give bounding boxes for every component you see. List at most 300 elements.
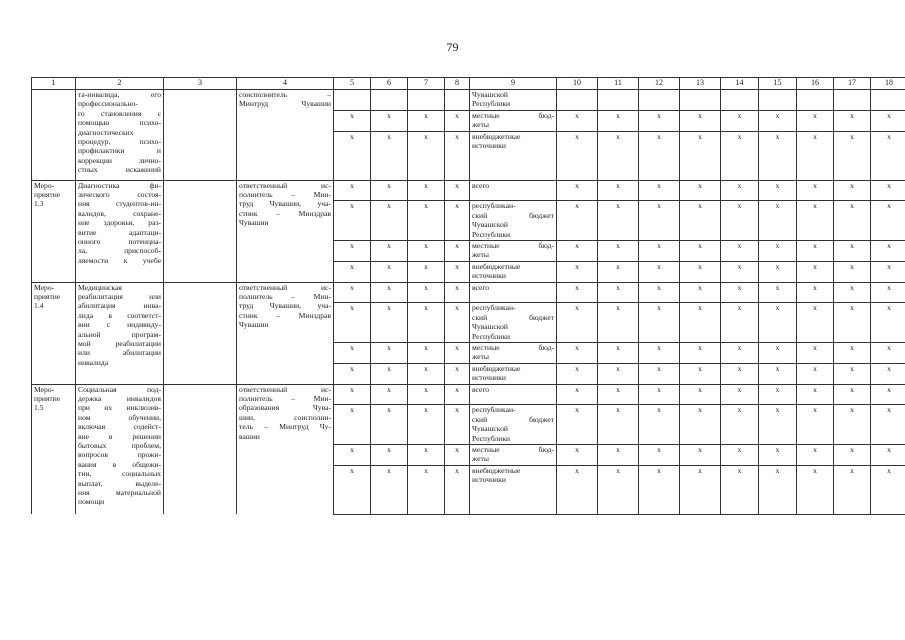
- executor-line: полнитель – Мин-: [239, 190, 331, 199]
- mark-cell: x: [680, 405, 721, 445]
- header-cell-4: 4: [237, 78, 334, 90]
- header-cell-5: 5: [334, 78, 371, 90]
- mark-cell: x: [598, 342, 639, 363]
- event-description-line: при их инклюзив-: [78, 403, 161, 413]
- mark-cell: x: [557, 405, 598, 445]
- mark-cell: x: [557, 444, 598, 465]
- header-cell-6: 6: [371, 78, 408, 90]
- executor-line: труд Чувашии, уча-: [239, 199, 331, 209]
- event-description-line: та-инвалида, его: [78, 90, 161, 99]
- mark-cell: x: [639, 465, 680, 514]
- mark-cell: x: [639, 110, 680, 131]
- mark-cell: x: [598, 303, 639, 343]
- mark-cell: x: [408, 110, 445, 131]
- mark-cell: x: [408, 282, 445, 303]
- event-description-cell: [76, 384, 164, 514]
- mark-cell: x: [680, 465, 721, 514]
- funding-source-line: республикан-: [472, 201, 516, 211]
- header-cell-11: 11: [598, 78, 639, 90]
- mark-cell: [598, 90, 639, 111]
- mark-cell: x: [445, 201, 470, 241]
- mark-cell: x: [598, 131, 639, 180]
- mark-cell: x: [598, 261, 639, 282]
- mark-cell: x: [445, 110, 470, 131]
- mark-cell: x: [797, 465, 834, 514]
- mark-cell: x: [598, 465, 639, 514]
- empty-cell: [164, 282, 237, 384]
- mark-cell: x: [759, 363, 797, 384]
- mark-cell: x: [371, 282, 408, 303]
- table-row: [32, 180, 905, 201]
- funding-source-line: внебюджетные: [472, 363, 521, 373]
- mark-cell: x: [557, 240, 598, 261]
- event-description-line: вии с индивиду-: [78, 320, 161, 330]
- funding-source-line: местные бюд-: [472, 444, 554, 454]
- event-description-line: бытовых проблем,: [78, 441, 161, 450]
- mark-cell: x: [598, 180, 639, 201]
- mark-cell: x: [334, 240, 371, 261]
- mark-cell: x: [680, 110, 721, 131]
- mark-cell: x: [445, 180, 470, 201]
- event-description-line: Диагностика фи-: [78, 180, 161, 190]
- funding-source-cell: [470, 201, 557, 241]
- mark-cell: x: [759, 282, 797, 303]
- mark-cell: x: [334, 363, 371, 384]
- mark-cell: x: [871, 384, 905, 405]
- mark-cell: x: [408, 131, 445, 180]
- mark-cell: x: [834, 201, 871, 241]
- header-cell-3: 3: [164, 78, 237, 90]
- event-description-line: го становления с: [78, 108, 161, 118]
- funding-source-cell: [470, 465, 557, 514]
- mark-cell: x: [445, 363, 470, 384]
- mark-cell: x: [639, 303, 680, 343]
- event-description-line: Медицинская: [78, 282, 122, 292]
- funding-source-line: источники: [472, 475, 506, 485]
- mark-cell: [759, 90, 797, 111]
- mark-cell: x: [371, 363, 408, 384]
- mark-cell: x: [721, 405, 759, 445]
- funding-source-line: жеты: [472, 352, 489, 362]
- mark-cell: x: [334, 405, 371, 445]
- funding-source-line: ский бюджет: [472, 414, 554, 424]
- mark-cell: x: [871, 282, 905, 303]
- mark-cell: x: [334, 303, 371, 343]
- event-description-line: держка инвалидов: [78, 393, 161, 403]
- mark-cell: x: [871, 465, 905, 514]
- funding-source-line: внебюджетные: [472, 131, 521, 141]
- funding-source-line: местные бюд-: [472, 240, 554, 250]
- funding-source-cell: [470, 180, 557, 201]
- mark-cell: x: [557, 131, 598, 180]
- mark-cell: x: [445, 465, 470, 514]
- mark-cell: x: [759, 303, 797, 343]
- mark-cell: x: [759, 240, 797, 261]
- mark-cell: x: [759, 384, 797, 405]
- mark-cell: x: [871, 303, 905, 343]
- mark-cell: x: [639, 342, 680, 363]
- mark-cell: x: [598, 110, 639, 131]
- mark-cell: x: [445, 384, 470, 405]
- mark-cell: x: [834, 180, 871, 201]
- empty-cell: [164, 90, 237, 181]
- executor-cell: [237, 282, 334, 384]
- mark-cell: x: [834, 261, 871, 282]
- event-description-line: абилитация инва-: [78, 301, 161, 311]
- mark-cell: x: [759, 201, 797, 241]
- mark-cell: x: [759, 180, 797, 201]
- mark-cell: x: [721, 110, 759, 131]
- table-row: [32, 90, 905, 111]
- mark-cell: x: [834, 110, 871, 131]
- funding-source-cell: [470, 405, 557, 445]
- mark-cell: x: [834, 384, 871, 405]
- event-description-line: онного потенциа-: [78, 237, 161, 247]
- mark-cell: x: [639, 180, 680, 201]
- event-description-line: инвалида: [78, 357, 109, 367]
- mark-cell: x: [598, 363, 639, 384]
- mark-cell: x: [371, 131, 408, 180]
- funding-source-cell: [470, 342, 557, 363]
- mark-cell: x: [639, 444, 680, 465]
- event-description-line: коррекции личио-: [78, 155, 161, 165]
- event-number-cell: [32, 384, 76, 514]
- mark-cell: x: [598, 384, 639, 405]
- mark-cell: x: [408, 180, 445, 201]
- executor-line: соисполнитель –: [239, 90, 331, 99]
- mark-cell: x: [408, 384, 445, 405]
- mark-cell: x: [759, 465, 797, 514]
- executor-line: стник – Минздрав: [239, 310, 331, 320]
- header-row: [32, 78, 905, 90]
- event-number-line: 1.4: [34, 301, 44, 311]
- mark-cell: x: [834, 282, 871, 303]
- funding-source-line: источники: [472, 271, 506, 281]
- mark-cell: x: [680, 240, 721, 261]
- mark-cell: x: [445, 261, 470, 282]
- mark-cell: x: [797, 201, 834, 241]
- event-number-line: Меро-: [34, 180, 55, 190]
- mark-cell: [871, 90, 905, 111]
- mark-cell: x: [445, 303, 470, 343]
- event-description-line: помощи: [78, 497, 105, 507]
- funding-source-line: Чувашской: [472, 424, 508, 434]
- mark-cell: x: [557, 282, 598, 303]
- mark-cell: x: [371, 465, 408, 514]
- funding-source-line: внебюджетные: [472, 465, 521, 475]
- mark-cell: x: [797, 384, 834, 405]
- event-number-line: приятие: [34, 190, 61, 199]
- mark-cell: x: [334, 131, 371, 180]
- mark-cell: x: [834, 405, 871, 445]
- mark-cell: x: [557, 110, 598, 131]
- event-description-cell: [76, 282, 164, 384]
- mark-cell: x: [797, 180, 834, 201]
- mark-cell: x: [680, 261, 721, 282]
- mark-cell: x: [445, 405, 470, 445]
- funding-source-cell: [470, 261, 557, 282]
- mark-cell: x: [557, 363, 598, 384]
- mark-cell: [834, 90, 871, 111]
- mark-cell: [797, 90, 834, 111]
- mark-cell: x: [408, 363, 445, 384]
- funding-source-line: всего: [472, 282, 490, 292]
- header-cell-2: 2: [76, 78, 164, 90]
- mark-cell: x: [871, 240, 905, 261]
- funding-source-line: Чувашской: [472, 90, 508, 99]
- event-number-line: 1.3: [34, 199, 44, 209]
- mark-cell: x: [598, 405, 639, 445]
- mark-cell: x: [334, 261, 371, 282]
- executor-line: тель – Минтруд Чу-: [239, 422, 331, 432]
- mark-cell: [721, 90, 759, 111]
- mark-cell: x: [834, 131, 871, 180]
- mark-cell: x: [834, 240, 871, 261]
- mark-cell: x: [371, 405, 408, 445]
- mark-cell: x: [639, 240, 680, 261]
- event-number-line: 1.5: [34, 403, 44, 413]
- mark-cell: x: [408, 303, 445, 343]
- mark-cell: x: [797, 303, 834, 343]
- mark-cell: x: [797, 405, 834, 445]
- funding-source-line: Республики: [472, 433, 511, 443]
- mark-cell: x: [759, 405, 797, 445]
- mark-cell: [680, 90, 721, 111]
- event-description-line: ния студентов-ин-: [78, 199, 161, 209]
- mark-cell: x: [371, 261, 408, 282]
- mark-cell: x: [408, 342, 445, 363]
- executor-line: стник – Минздрав: [239, 208, 331, 218]
- mark-cell: x: [408, 405, 445, 445]
- mark-cell: x: [639, 131, 680, 180]
- mark-cell: x: [834, 342, 871, 363]
- funding-source-line: республикан-: [472, 405, 516, 415]
- mark-cell: x: [871, 261, 905, 282]
- mark-cell: x: [721, 444, 759, 465]
- event-description-line: вие в решении: [78, 431, 161, 441]
- funding-source-line: жеты: [472, 250, 489, 260]
- event-description-line: выплат, выделе-: [78, 478, 161, 488]
- funding-source-line: Республики: [472, 99, 511, 109]
- mark-cell: x: [557, 261, 598, 282]
- mark-cell: x: [639, 384, 680, 405]
- header-cell-16: 16: [797, 78, 834, 90]
- mark-cell: x: [334, 201, 371, 241]
- event-number-cell: [32, 282, 76, 384]
- mark-cell: [334, 90, 371, 111]
- funding-source-line: ский бюджет: [472, 312, 554, 322]
- funding-source-cell: [470, 444, 557, 465]
- mark-cell: x: [680, 303, 721, 343]
- funding-source-line: Республики: [472, 331, 511, 341]
- mark-cell: x: [721, 131, 759, 180]
- mark-cell: x: [680, 384, 721, 405]
- mark-cell: x: [834, 363, 871, 384]
- mark-cell: x: [557, 384, 598, 405]
- header-cell-13: 13: [680, 78, 721, 90]
- mark-cell: x: [680, 201, 721, 241]
- mark-cell: x: [639, 363, 680, 384]
- mark-cell: x: [871, 363, 905, 384]
- funding-source-line: всего: [472, 384, 490, 394]
- header-cell-17: 17: [834, 78, 871, 90]
- executor-cell: [237, 90, 334, 181]
- mark-cell: x: [721, 342, 759, 363]
- header-cell-10: 10: [557, 78, 598, 90]
- event-description-line: вания в общежи-: [78, 459, 161, 469]
- mark-cell: x: [557, 201, 598, 241]
- funding-source-line: Республики: [472, 229, 511, 239]
- executor-line: полнитель – Мин-: [239, 291, 331, 301]
- funding-source-line: источники: [472, 373, 506, 383]
- mark-cell: x: [721, 180, 759, 201]
- executor-line: Чувашии: [239, 218, 269, 228]
- mark-cell: x: [445, 131, 470, 180]
- table-row: [32, 384, 905, 405]
- funding-source-line: республикан-: [472, 303, 516, 313]
- event-description-line: тии, социальных: [78, 469, 161, 479]
- event-description-line: Социальная под-: [78, 384, 161, 394]
- executor-line: образования Чува-: [239, 403, 331, 413]
- event-description-line: ние здоровья, раз-: [78, 218, 161, 228]
- event-description-line: включая содейст-: [78, 422, 161, 432]
- mark-cell: x: [759, 342, 797, 363]
- event-description-line: процедур, психо-: [78, 137, 161, 147]
- mark-cell: x: [334, 384, 371, 405]
- mark-cell: x: [797, 363, 834, 384]
- mark-cell: x: [557, 465, 598, 514]
- mark-cell: x: [334, 110, 371, 131]
- event-number-cell: [32, 90, 76, 181]
- funding-source-cell: [470, 240, 557, 261]
- mark-cell: x: [797, 444, 834, 465]
- event-description-line: диагностических: [78, 127, 134, 137]
- mark-cell: x: [721, 261, 759, 282]
- mark-cell: x: [721, 363, 759, 384]
- mark-cell: x: [557, 303, 598, 343]
- mark-cell: x: [334, 342, 371, 363]
- mark-cell: x: [680, 282, 721, 303]
- event-description-line: реабилитация или: [78, 291, 161, 301]
- mark-cell: x: [445, 342, 470, 363]
- mark-cell: x: [759, 110, 797, 131]
- header-cell-14: 14: [721, 78, 759, 90]
- event-description-cell: [76, 180, 164, 282]
- mark-cell: x: [598, 444, 639, 465]
- mark-cell: x: [334, 180, 371, 201]
- mark-cell: x: [334, 444, 371, 465]
- mark-cell: x: [598, 282, 639, 303]
- executor-line: ответственный ис-: [239, 282, 331, 292]
- funding-source-line: жеты: [472, 120, 489, 130]
- mark-cell: x: [721, 282, 759, 303]
- mark-cell: x: [408, 444, 445, 465]
- funding-source-line: всего: [472, 180, 490, 190]
- funding-source-cell: [470, 384, 557, 405]
- funding-source-line: местные бюд-: [472, 342, 554, 352]
- event-description-line: витие адаптаци-: [78, 227, 161, 237]
- mark-cell: [557, 90, 598, 111]
- funding-source-line: Чувашской: [472, 220, 508, 230]
- event-number-line: Меро-: [34, 282, 55, 292]
- mark-cell: x: [680, 131, 721, 180]
- program-table: [31, 77, 905, 515]
- mark-cell: [445, 90, 470, 111]
- event-number-cell: [32, 180, 76, 282]
- event-description-line: помощью психо-: [78, 118, 161, 128]
- event-description-line: профилактики и: [78, 146, 161, 156]
- empty-cell: [164, 180, 237, 282]
- header-cell-7: 7: [408, 78, 445, 90]
- mark-cell: x: [408, 201, 445, 241]
- mark-cell: x: [721, 303, 759, 343]
- executor-cell: [237, 180, 334, 282]
- executor-line: ответственный ис-: [239, 180, 331, 190]
- event-description-line: ния материальной: [78, 488, 161, 498]
- page-number: 79: [446, 40, 459, 54]
- mark-cell: x: [334, 282, 371, 303]
- header-cell-1: 1: [32, 78, 76, 90]
- mark-cell: x: [834, 444, 871, 465]
- mark-cell: x: [759, 131, 797, 180]
- mark-cell: x: [680, 363, 721, 384]
- mark-cell: x: [721, 240, 759, 261]
- event-description-line: зического состоя-: [78, 190, 161, 199]
- funding-source-line: внебюджетные: [472, 261, 521, 271]
- header-cell-8: 8: [445, 78, 470, 90]
- mark-cell: x: [598, 201, 639, 241]
- mark-cell: x: [871, 342, 905, 363]
- executor-line: шии, соисполни-: [239, 412, 331, 422]
- funding-source-cell: [470, 282, 557, 303]
- mark-cell: [371, 90, 408, 111]
- mark-cell: x: [680, 180, 721, 201]
- funding-source-line: источники: [472, 141, 506, 150]
- mark-cell: x: [871, 405, 905, 445]
- mark-cell: x: [371, 240, 408, 261]
- header-cell-9: 9: [470, 78, 557, 90]
- empty-cell: [164, 384, 237, 514]
- mark-cell: x: [557, 180, 598, 201]
- mark-cell: x: [598, 240, 639, 261]
- event-description-line: профессионально-: [78, 99, 138, 109]
- mark-cell: [408, 90, 445, 111]
- mark-cell: x: [639, 201, 680, 241]
- mark-cell: x: [834, 303, 871, 343]
- header-cell-15: 15: [759, 78, 797, 90]
- executor-line: вашии: [239, 431, 260, 441]
- funding-source-line: жеты: [472, 454, 489, 464]
- mark-cell: x: [797, 240, 834, 261]
- mark-cell: x: [371, 110, 408, 131]
- mark-cell: x: [445, 444, 470, 465]
- mark-cell: x: [797, 110, 834, 131]
- funding-source-line: Чувашской: [472, 322, 508, 332]
- mark-cell: x: [334, 465, 371, 514]
- event-description-line: лида в соответст-: [78, 310, 161, 320]
- mark-cell: x: [680, 342, 721, 363]
- executor-line: Чувашии: [239, 320, 269, 330]
- mark-cell: x: [797, 261, 834, 282]
- funding-source-line: ский бюджет: [472, 210, 554, 220]
- mark-cell: x: [871, 201, 905, 241]
- mark-cell: x: [371, 342, 408, 363]
- mark-cell: x: [721, 201, 759, 241]
- executor-line: ответственный ис-: [239, 384, 331, 394]
- mark-cell: x: [797, 342, 834, 363]
- mark-cell: x: [871, 110, 905, 131]
- event-description-line: ном обучении,: [78, 412, 161, 422]
